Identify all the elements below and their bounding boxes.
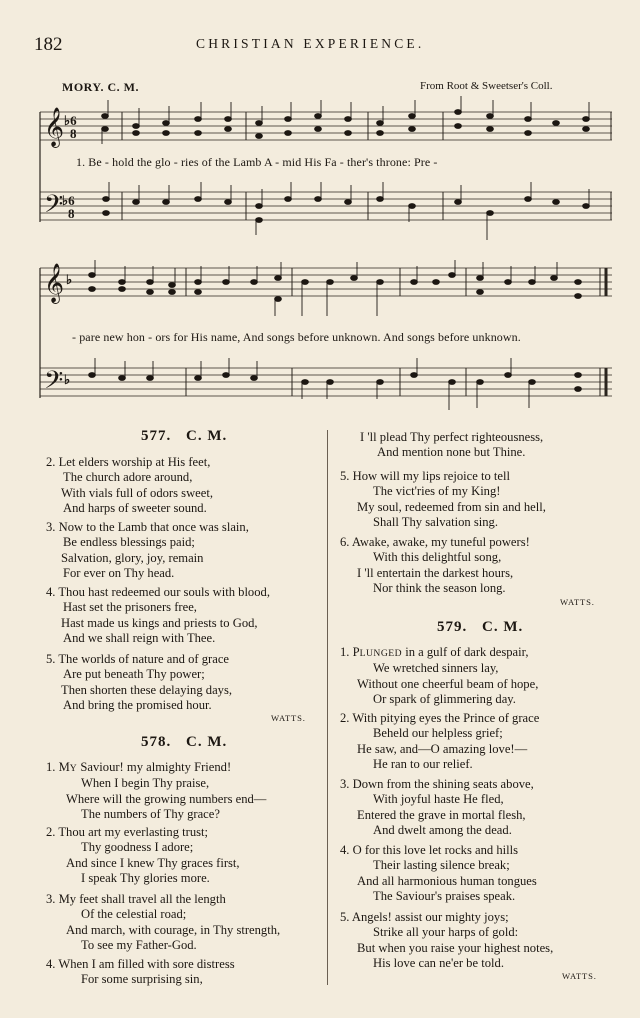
stanza-line: With this delightful song, bbox=[373, 550, 502, 565]
hymn-579-stanza-4 bbox=[340, 843, 537, 905]
stanza-line: 2. With pitying eyes the Prince of grace bbox=[340, 711, 540, 725]
drop-letter: 1. M bbox=[46, 760, 70, 774]
small-caps-text: Y bbox=[69, 763, 78, 774]
stanza-line bbox=[46, 760, 266, 776]
stanza-line: 4. Thou hast redeemed our souls with blood, bbox=[46, 585, 270, 599]
stanza-line: 5. How will my lips rejoice to tell bbox=[340, 469, 510, 483]
tune-name: MORY. C. M. bbox=[62, 80, 139, 94]
hymn-579-stanza-1 bbox=[340, 645, 538, 708]
stanza-line: Where will the growing numbers end— bbox=[66, 791, 267, 806]
hymn-578-stanza-2 bbox=[46, 825, 240, 887]
tune-lyrics-line-1: 1. Be - hold the glo - ries of the Lamb A - mid His Fa - ther's throne: Pre - bbox=[76, 155, 438, 169]
stanza-line: Then shorten these delaying days, bbox=[61, 682, 233, 697]
stanza-line: But when you raise your highest notes, bbox=[357, 940, 554, 955]
stanza-line: I 'll plead Thy perfect righteousness, bbox=[360, 430, 544, 444]
hymn-577-stanza-3 bbox=[46, 520, 249, 582]
hymn-578-heading bbox=[141, 734, 227, 751]
stanza-line: The church adore around, bbox=[63, 470, 193, 485]
stanza-line: 2. Let elders worship at His feet, bbox=[46, 455, 211, 469]
stanza-line: Their lasting silence break; bbox=[373, 858, 510, 873]
stanza-line: The Saviour's praises speak. bbox=[373, 889, 516, 904]
stanza-line: Salvation, glory, joy, remain bbox=[61, 550, 204, 565]
stanza-line: 3. Now to the Lamb that once was slain, bbox=[46, 520, 249, 534]
stanza-line: Nor think the season long. bbox=[373, 581, 506, 596]
hymn-578-stanza-5 bbox=[340, 469, 546, 531]
svg-text:♭: ♭ bbox=[64, 372, 71, 387]
line-rest: in a gulf of dark despair, bbox=[402, 645, 529, 659]
hymn-577-stanza-4 bbox=[46, 585, 270, 647]
stanza-line: I 'll entertain the darkest hours, bbox=[357, 565, 514, 580]
hymn-578-stanza-6 bbox=[340, 535, 530, 597]
stanza-line: My soul, redeemed from sin and hell, bbox=[357, 499, 546, 514]
stanza-line: He ran to our relief. bbox=[373, 757, 473, 772]
hymn-577-stanza-2 bbox=[46, 455, 213, 517]
hymn-578-meter: C. M. bbox=[186, 734, 228, 750]
hymn-577-number: 577. bbox=[141, 428, 172, 444]
stanza-line: Shall Thy salvation sing. bbox=[373, 515, 499, 530]
running-head: CHRISTIAN EXPERIENCE. bbox=[196, 36, 425, 51]
line-rest: Saviour! my almighty Friend! bbox=[77, 760, 232, 774]
svg-text:♭: ♭ bbox=[66, 272, 73, 287]
hymn-578-stanza-4 bbox=[46, 957, 235, 988]
stanza-line: Entered the grave in mortal flesh, bbox=[357, 807, 526, 822]
stanza-line: Strike all your harps of gold: bbox=[373, 925, 519, 940]
hymn-579-meter: C. M. bbox=[482, 619, 524, 635]
stanza-line: To see my Father-God. bbox=[81, 938, 197, 953]
stanza-line: And dwelt among the dead. bbox=[373, 823, 512, 838]
stanza-line: Thy goodness I adore; bbox=[81, 840, 194, 855]
stanza-line: Beheld our helpless grief; bbox=[373, 726, 503, 741]
stanza-line: 3. My feet shall travel all the length bbox=[46, 892, 226, 906]
svg-text:♭6: ♭6 bbox=[62, 193, 75, 208]
stanza-line: And all harmonious human tongues bbox=[357, 873, 537, 888]
hymn-578-author: WATTS. bbox=[560, 597, 595, 607]
hymn-577-heading bbox=[141, 428, 227, 445]
stanza-line: Of the celestial road; bbox=[81, 907, 187, 922]
drop-letter: 1. P bbox=[340, 645, 360, 659]
stanza-line: 4. When I am filled with sore distress bbox=[46, 957, 235, 971]
stanza-line: And march, with courage, in Thy strength, bbox=[66, 922, 281, 937]
hymn-577-stanza-5 bbox=[46, 652, 232, 714]
stanza-line: Hast made us kings and priests to God, bbox=[61, 615, 258, 630]
stanza-line: 2. Thou art my everlasting trust; bbox=[46, 825, 209, 839]
hymn-577-author: WATTS. bbox=[271, 713, 306, 723]
stanza-line: Or spark of glimmering day. bbox=[373, 692, 516, 707]
hymn-578-stanza-1 bbox=[46, 760, 266, 823]
stanza-line: With joyful haste He fled, bbox=[373, 792, 504, 807]
stanza-line: 3. Down from the shining seats above, bbox=[340, 777, 534, 791]
stanza-line: And we shall reign with Thee. bbox=[63, 631, 216, 646]
tune-lyrics-line-2: - pare new hon - ors for His name, And songs before unknown. And songs before unknown. bbox=[72, 330, 521, 344]
tune-source: From Root & Sweetser's Coll. bbox=[420, 80, 553, 92]
stanza-line: For ever on Thy head. bbox=[63, 566, 175, 581]
svg-text:8: 8 bbox=[68, 206, 75, 221]
small-caps-text: LUNGED bbox=[359, 648, 403, 659]
stanza-line: I speak Thy glories more. bbox=[81, 871, 210, 886]
column-divider bbox=[327, 430, 328, 985]
hymn-579-number: 579. bbox=[437, 619, 468, 635]
page-number: 182 bbox=[34, 34, 63, 55]
svg-text:𝄞: 𝄞 bbox=[44, 263, 65, 303]
stanza-line: For some surprising sin, bbox=[81, 972, 203, 987]
stanza-line: When I begin Thy praise, bbox=[81, 776, 210, 791]
stanza-line: 4. O for this love let rocks and hills bbox=[340, 843, 519, 857]
stanza-line: And mention none but Thine. bbox=[377, 445, 526, 460]
stanza-line: Be endless blessings paid; bbox=[63, 535, 195, 550]
svg-text:8: 8 bbox=[70, 126, 77, 141]
hymn-579-stanza-3 bbox=[340, 777, 534, 839]
hymn-577-meter: C. M. bbox=[186, 428, 228, 444]
stanza-line: With vials full of odors sweet, bbox=[61, 485, 213, 500]
stanza-line: He saw, and—O amazing love!— bbox=[357, 741, 528, 756]
hymn-578-stanza-4-continued bbox=[360, 430, 543, 461]
stanza-line bbox=[340, 645, 538, 661]
stanza-line: The vict'ries of my King! bbox=[373, 484, 501, 499]
hymn-579-author: WATTS. bbox=[562, 971, 597, 981]
hymn-578-number: 578. bbox=[141, 734, 172, 750]
hymn-578-stanza-3 bbox=[46, 892, 280, 954]
svg-text:♭6: ♭6 bbox=[64, 113, 77, 128]
stanza-line: 5. The worlds of nature and of grace bbox=[46, 652, 230, 666]
hymn-579-stanza-2 bbox=[340, 711, 539, 773]
stanza-line: 5. Angels! assist our mighty joys; bbox=[340, 910, 509, 924]
stanza-line: His love can ne'er be told. bbox=[373, 956, 504, 971]
svg-text:𝄢: 𝄢 bbox=[44, 366, 64, 401]
svg-text:𝄢: 𝄢 bbox=[44, 190, 64, 225]
stanza-line: Hast set the prisoners free, bbox=[63, 600, 197, 615]
hymn-579-heading bbox=[437, 619, 523, 636]
stanza-line: And bring the promised hour. bbox=[63, 698, 212, 713]
stanza-line: Without one cheerful beam of hope, bbox=[357, 676, 539, 691]
stanza-line: And harps of sweeter sound. bbox=[63, 501, 207, 516]
stanza-line: Are put beneath Thy power; bbox=[63, 667, 205, 682]
svg-text:𝄞: 𝄞 bbox=[44, 107, 65, 147]
stanza-line: The numbers of Thy grace? bbox=[81, 807, 220, 822]
stanza-line: 6. Awake, awake, my tuneful powers! bbox=[340, 535, 530, 549]
stanza-line: And since I knew Thy graces first, bbox=[66, 855, 240, 870]
hymn-579-stanza-5 bbox=[340, 910, 553, 972]
stanza-line: We wretched sinners lay, bbox=[373, 661, 499, 676]
